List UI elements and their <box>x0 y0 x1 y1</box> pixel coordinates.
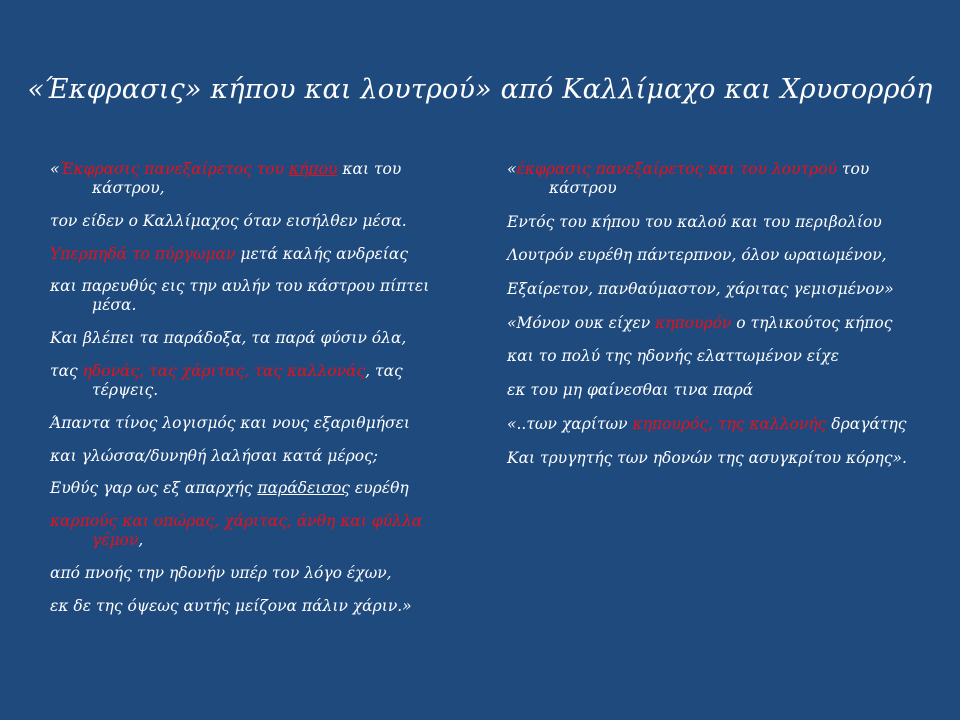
poem-line <box>507 246 927 265</box>
right-poem-column <box>507 160 927 482</box>
poem-line <box>50 160 470 198</box>
poem-line <box>50 212 470 231</box>
poem-text: τον είδεν ο Καλλίμαχος όταν εισήλθεν μέσα. <box>50 211 407 230</box>
slide-title: «Έκφρασις» κήπου και λουτρού» από Καλλίμαχο και Χρυσορρόη <box>27 74 933 105</box>
highlighted-phrase: Έκφρασις πανεξαίρετος του <box>59 160 289 178</box>
poem-text: και γλώσσα/δυνηθή λαλήσαι κατά μέρος; <box>50 446 379 465</box>
poem-text: Εξαίρετον, πανθαύμαστον, χάριτας γεμισμένον» <box>507 280 894 299</box>
poem-text: Εντός του κήπου του καλού και του περιβολίου <box>507 212 882 231</box>
poem-line <box>507 213 927 232</box>
poem-text: Ευθύς γαρ ως εξ απαρχής <box>50 479 258 498</box>
poem-text: δραγάτης <box>826 414 907 433</box>
poem-text: και το πολύ της ηδονής ελαττωμένον είχε <box>507 347 839 366</box>
poem-text: , τας τέρψεις. <box>92 361 403 399</box>
highlighted-phrase: κηπουρός, της καλλονής <box>632 414 827 433</box>
highlighted-phrase: κηπουρόν <box>655 313 732 332</box>
poem-text: τας <box>50 361 83 380</box>
poem-text: από πνοής την ηδονήν υπέρ τον λόγο έχων, <box>50 563 392 582</box>
poem-line <box>50 479 470 498</box>
poem-text: και του κάστρου, <box>92 160 402 197</box>
poem-text: του κάστρου <box>549 160 870 197</box>
poem-line <box>507 160 927 198</box>
poem-line <box>507 449 927 468</box>
poem-text: ο τηλικούτος κήπος <box>731 313 893 332</box>
poem-line <box>50 512 470 550</box>
poem-text: Και τρυγητής των ηδονών της ασυγκρίτου κόρης». <box>507 448 907 467</box>
poem-line <box>50 329 470 348</box>
poem-line <box>50 564 470 583</box>
poem-line <box>50 277 470 315</box>
poem-line <box>50 447 470 466</box>
poem-line <box>507 381 927 400</box>
poem-line <box>50 597 470 616</box>
poem-line <box>507 347 927 366</box>
poem-text: «..των χαρίτων <box>507 414 633 433</box>
poem-text: « <box>50 160 60 178</box>
poem-line <box>50 245 470 264</box>
poem-line <box>50 362 470 400</box>
poem-text: εκ του μη φαίνεσθαι τινα παρά <box>507 381 754 400</box>
highlighted-phrase: ηδονάς, τας χάριτας, τας καλλονάς <box>82 361 366 380</box>
poem-text: «Μόνον ουκ είχεν <box>507 313 656 332</box>
highlighted-phrase: κήπου <box>288 160 338 178</box>
poem-text: , <box>138 531 144 550</box>
poem-text: μετά καλής ανδρείας <box>235 244 408 263</box>
poem-text: ευρέθη <box>349 479 409 498</box>
poem-line <box>50 414 470 433</box>
poem-line <box>507 314 927 333</box>
highlighted-phrase: έκφρασις πανεξαίρετος και του λουτρού <box>516 160 837 178</box>
highlighted-phrase: Υπερπηδά το πύργωμαν <box>50 244 236 263</box>
highlighted-phrase: καρπούς και οπώρας, χάριτας, άνθη και φύλλα γέμον <box>50 512 423 550</box>
poem-text: παράδεισος <box>257 479 350 498</box>
poem-line <box>507 280 927 299</box>
poem-text: Άπαντα τίνος λογισμός και νους εξαριθμήσει <box>50 413 410 432</box>
poem-text: Λουτρόν ευρέθη πάντερπνον, όλον ωραιωμένον, <box>507 246 887 265</box>
poem-text: εκ δε της όψεως αυτής μείζονα πάλιν χάριν.» <box>50 596 412 615</box>
poem-text: και παρευθύς εις την αυλήν του κάστρου πίπτει μέσα. <box>50 277 430 315</box>
poem-line <box>507 415 927 434</box>
poem-text: Και βλέπει τα παράδοξα, τα παρά φύσιν όλα, <box>50 329 407 348</box>
left-poem-column <box>50 160 470 630</box>
poem-text: « <box>507 160 517 178</box>
